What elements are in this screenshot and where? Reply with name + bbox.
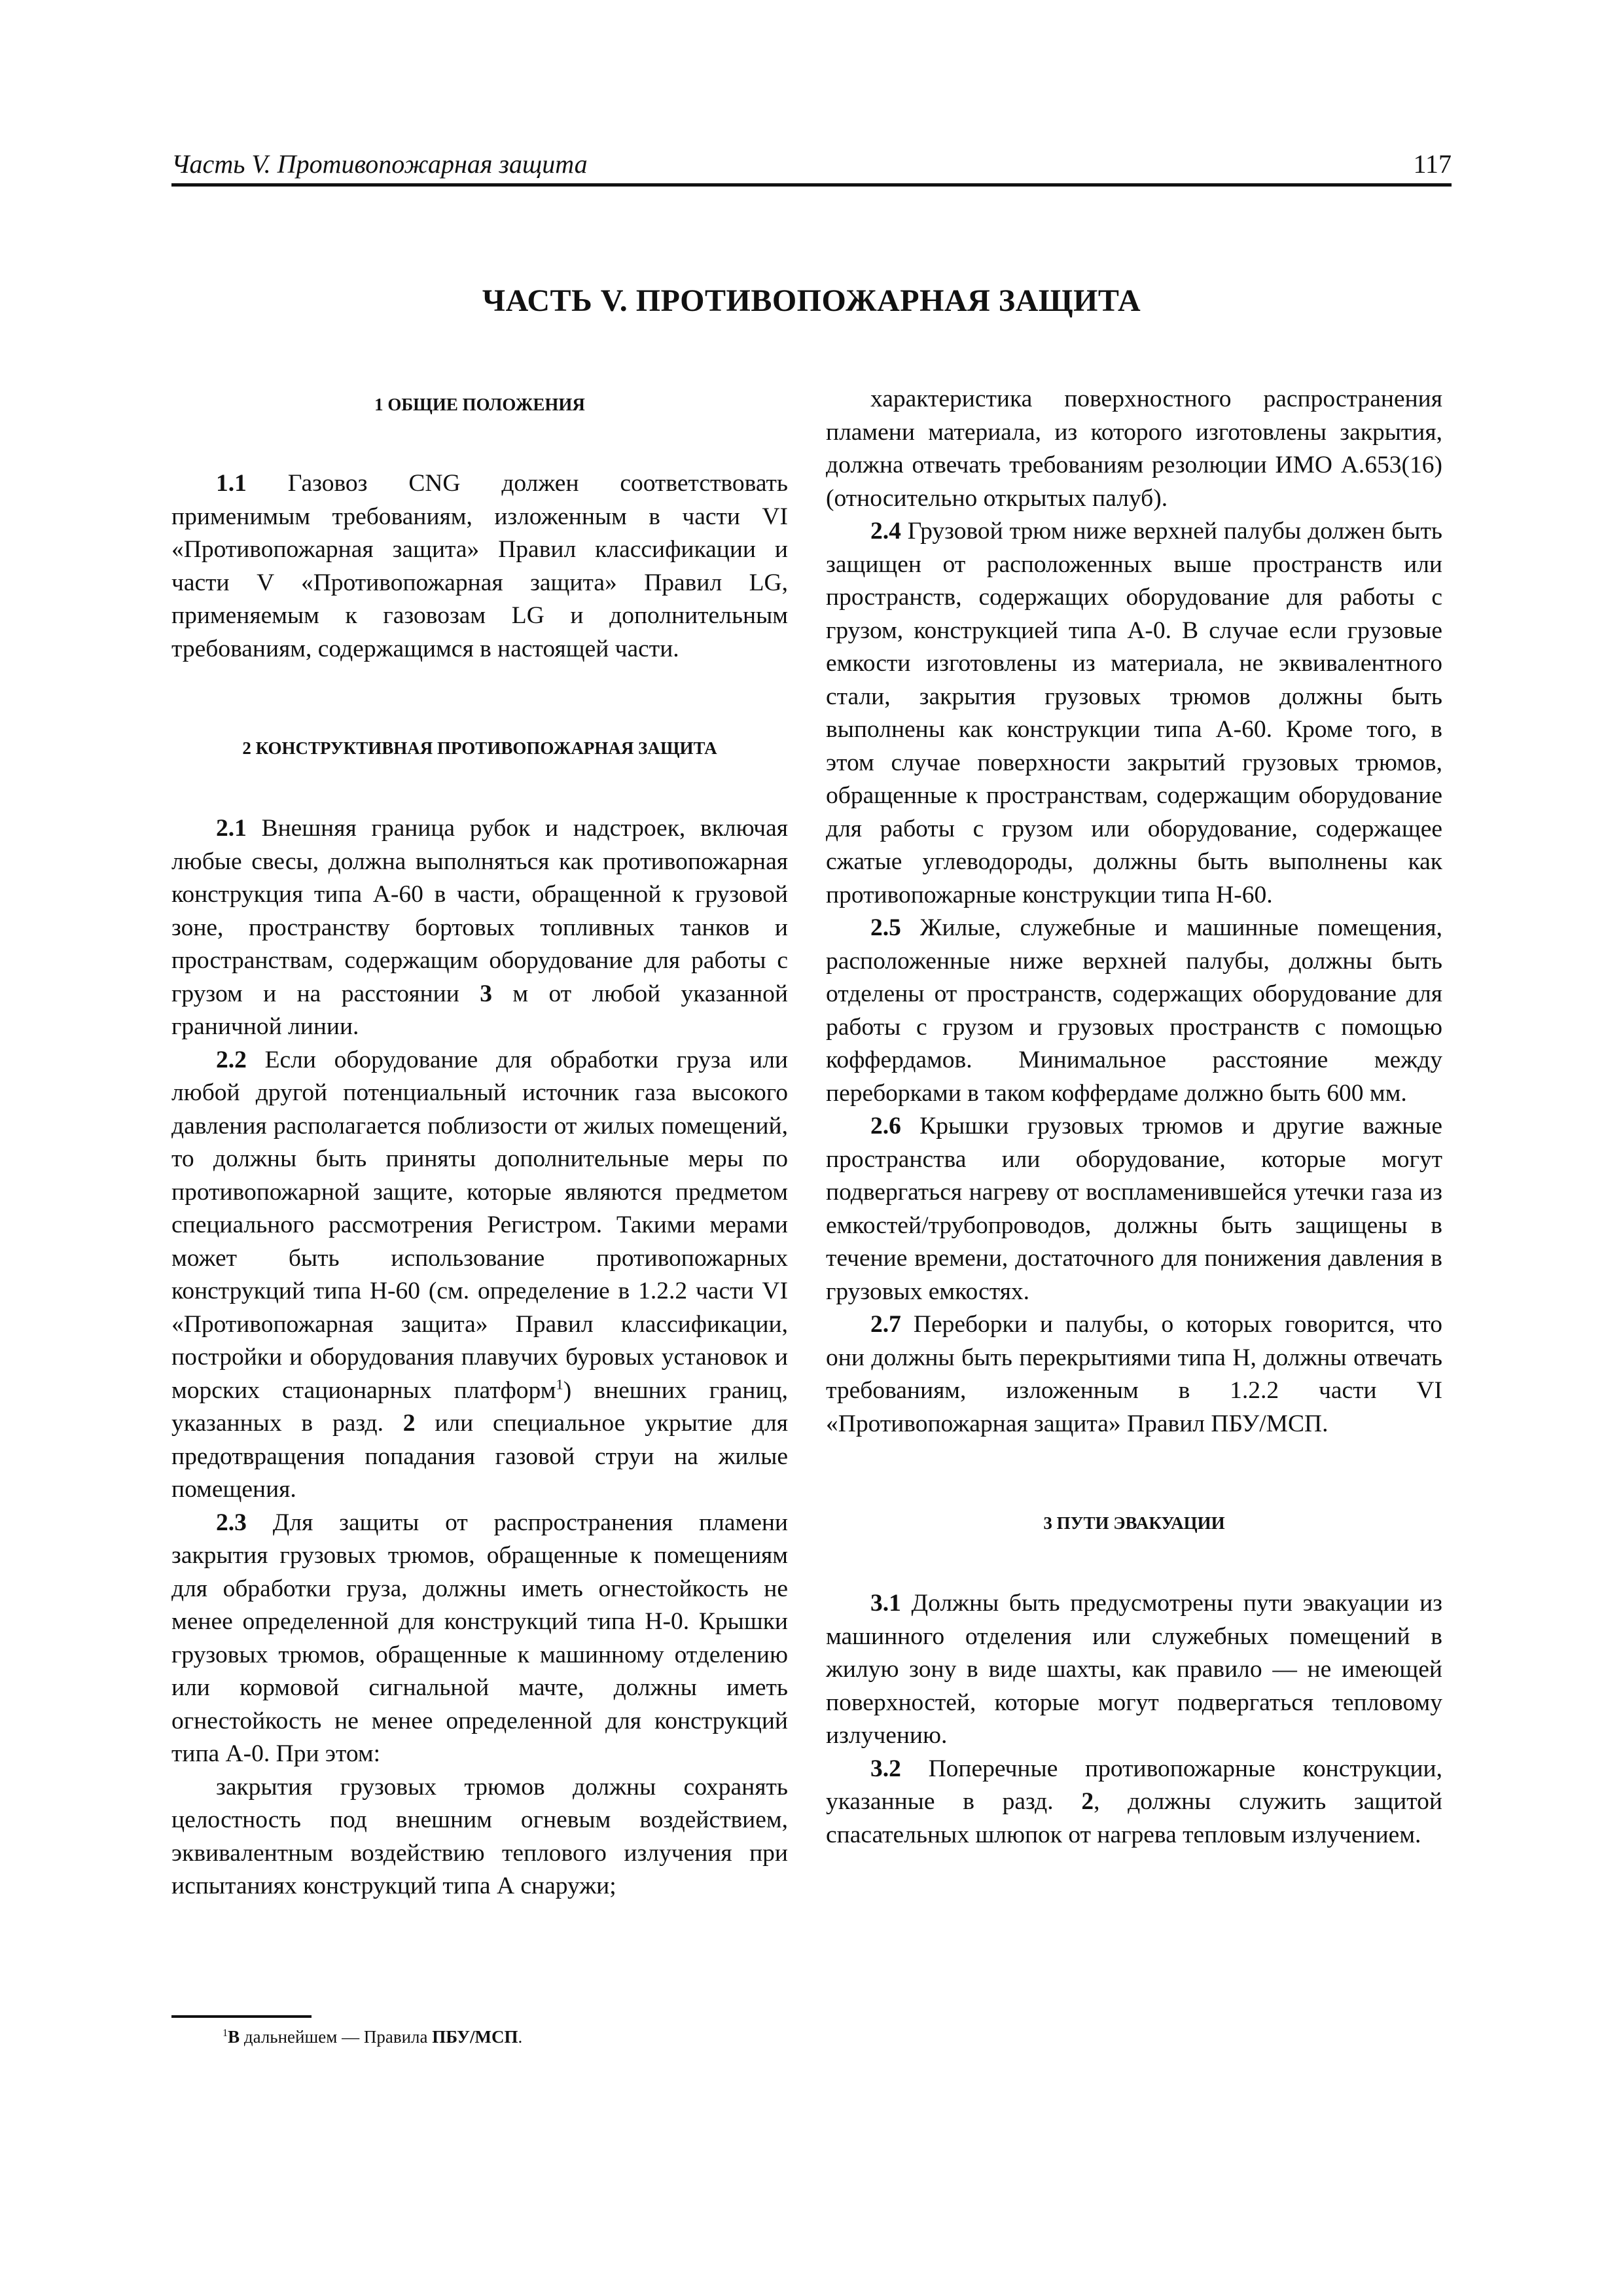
page-number: 117 <box>1413 149 1452 179</box>
left-column <box>171 383 788 1903</box>
footnote-lead: В <box>228 2027 240 2047</box>
paragraph-2-4 <box>826 515 1442 912</box>
bold-reference: 2 <box>1081 1788 1094 1815</box>
paragraph-number: 3.1 <box>870 1590 901 1617</box>
paragraph-text: Поперечные противопожарные конструкции, указанные в разд. <box>826 1755 1442 1815</box>
section-heading-3: 3 ПУТИ ЭВАКУАЦИИ <box>1043 1513 1225 1533</box>
paragraph-3-1 <box>826 1587 1442 1753</box>
footnote-ref: 1 <box>556 1376 563 1392</box>
paragraph-text: , должны служить защитой спасательных шлюпок от нагрева тепловым излучением. <box>826 1788 1442 1848</box>
footnote <box>223 2027 522 2047</box>
paragraph-number: 2.7 <box>870 1311 901 1338</box>
paragraph-3-2 <box>826 1753 1442 1852</box>
footnote-text: дальнейшем — Правила <box>240 2027 433 2047</box>
paragraph-2-3-continuation: закрытия грузовых трюмов должны сохранять целостность под внешним огневым воздействием, эквивалентным воздействию теплового излучения при испытаниях конструкций типа А снаружи; <box>171 1773 788 1899</box>
paragraph-number: 2.6 <box>870 1113 901 1139</box>
paragraph-text: Жилые, служебные и машинные помещения, расположенные ниже верхней палубы, должны быть отделены от пространств, содержащих оборудование для работы с грузом и грузовых пространств с помощью коффердамов. Минимальное расстояние между переборками в таком коффердаме должно быть 600 мм. <box>826 914 1442 1107</box>
paragraph-number: 2.2 <box>216 1046 247 1073</box>
paragraph-text: Грузовой трюм ниже верхней палубы должен быть защищен от расположенных выше пространств или пространств, содержащих оборудование для работы с грузом, конструкцией типа А-0. В случае если грузовые емкости изготовлены из материала, не эквивалентного стали, закрытия грузовых трюмов должны быть выполнены как конструкции типа А-60. Кроме того, в этом случае поверхности закрытий грузовых трюмов, обращенные к пространствам, содержащим оборудование для работы с грузом или оборудование, содержащее сжатые углеводороды, должны быть выполнены как противопожарные конструкции типа Н-60. <box>826 518 1442 908</box>
paragraph-2-3-continuation-2: характеристика поверхностного распространения пламени материала, из которого изготовлены закрытия, должна отвечать требованиям резолюции ИМО А.653(16) (относительно открытых палуб). <box>826 386 1442 512</box>
bold-reference: 2 <box>402 1410 416 1437</box>
paragraph-1-1 <box>171 467 788 666</box>
paragraph-text: Внешняя граница рубок и надстроек, включая любые свесы, должна выполняться как противопожарная конструкция типа А-60 в части, обращенной к грузовой зоне, пространству бортовых топливных танков и пространствам, содержащим оборудование для работы с грузом и на расстоянии <box>171 815 788 1007</box>
paragraph-text: Должны быть предусмотрены пути эвакуации из машинного отделения или служебных помещений в жилую зону в виде шахты, как правило — не имеющей поверхностей, которые могут подвергаться тепловому излучению. <box>826 1590 1442 1749</box>
paragraph-number: 2.1 <box>216 815 247 842</box>
part-title: ЧАСТЬ V. ПРОТИВОПОЖАРНАЯ ЗАЩИТА <box>482 283 1141 318</box>
footnote-bold: ПБУ/МСП <box>432 2027 518 2047</box>
section-heading-1: 1 ОБЩИЕ ПОЛОЖЕНИЯ <box>374 395 585 414</box>
paragraph-text: ) внешних границ, указанных в разд. <box>171 1376 788 1437</box>
paragraph-text: Крышки грузовых трюмов и другие важные пространства или оборудование, которые могут подвергаться нагреву от воспламенившейся утечки газа из емкостей/трубопроводов, должны быть защищены в течение времени, достаточного для понижения давления в грузовых емкостях. <box>826 1113 1442 1305</box>
running-header <box>171 145 1452 187</box>
paragraph-text: Для защиты от распространения пламени закрытия грузовых трюмов, обращенные к помещениям для обработки груза, должны иметь огнестойкость не менее определенной для конструкций типа Н-0. Крышки грузовых трюмов, обращенные к машинному отделению или кормовой сигнальной мачте, должны иметь огнестойкость не менее определенной для конструкций типа А-0. При этом: <box>171 1509 788 1767</box>
paragraph-2-1 <box>171 812 788 1044</box>
paragraph-number: 3.2 <box>870 1755 901 1782</box>
footnote-end: . <box>518 2027 523 2047</box>
right-column <box>826 383 1442 1852</box>
paragraph-2-6 <box>826 1110 1442 1308</box>
paragraph-2-3 <box>171 1507 788 1771</box>
footnote-marker: 1 <box>223 2027 228 2039</box>
paragraph-text: или специальное укрытие для предотвращения попадания газовой струи на жилые помещения. <box>171 1410 788 1503</box>
paragraph-text: Переборки и палубы, о которых говорится, что они должны быть перекрытиями типа Н, должны отвечать требованиям, изложенным в 1.2.2 части VI «Противопожарная защита» Правил ПБУ/МСП. <box>826 1311 1442 1437</box>
paragraph-number: 2.4 <box>870 518 901 545</box>
paragraph-text: м от любой указанной граничной линии. <box>171 980 788 1040</box>
paragraph-text: Газовоз CNG должен соответствовать применимым требованиям, изложенным в части VI «Противопожарная защита» Правил классификации и части V «Противопожарная защита» Правил LG, применяемым к газовозам LG и дополнительным требованиям, содержащимся в настоящей части. <box>171 470 788 662</box>
paragraph-number: 1.1 <box>216 470 247 497</box>
section-heading-2: 2 КОНСТРУКТИВНАЯ ПРОТИВОПОЖАРНАЯ ЗАЩИТА <box>242 738 717 758</box>
paragraph-2-7 <box>826 1308 1442 1441</box>
paragraph-number: 2.3 <box>216 1509 247 1536</box>
paragraph-number: 2.5 <box>870 914 901 941</box>
paragraph-2-2 <box>171 1044 788 1507</box>
paragraph-text: Если оборудование для обработки груза или любой другой потенциальный источник газа высокого давления располагается поблизости от жилых помещений, то должны быть приняты дополнительные меры по противопожарной защите, которые являются предметом специального рассмотрения Регистром. Такими мерами может быть использование противопожарных конструкций типа Н-60 (см. определение в 1.2.2 части VI «Противопожарная защита» Правил классификации, постройки и оборудования плавучих буровых установок и морских стационарных платформ <box>171 1046 788 1404</box>
running-title: Часть V. Противопожарная защита <box>171 149 588 179</box>
bold-number: 3 <box>480 980 492 1007</box>
paragraph-2-5 <box>826 912 1442 1110</box>
footnote-rule <box>171 2015 312 2018</box>
